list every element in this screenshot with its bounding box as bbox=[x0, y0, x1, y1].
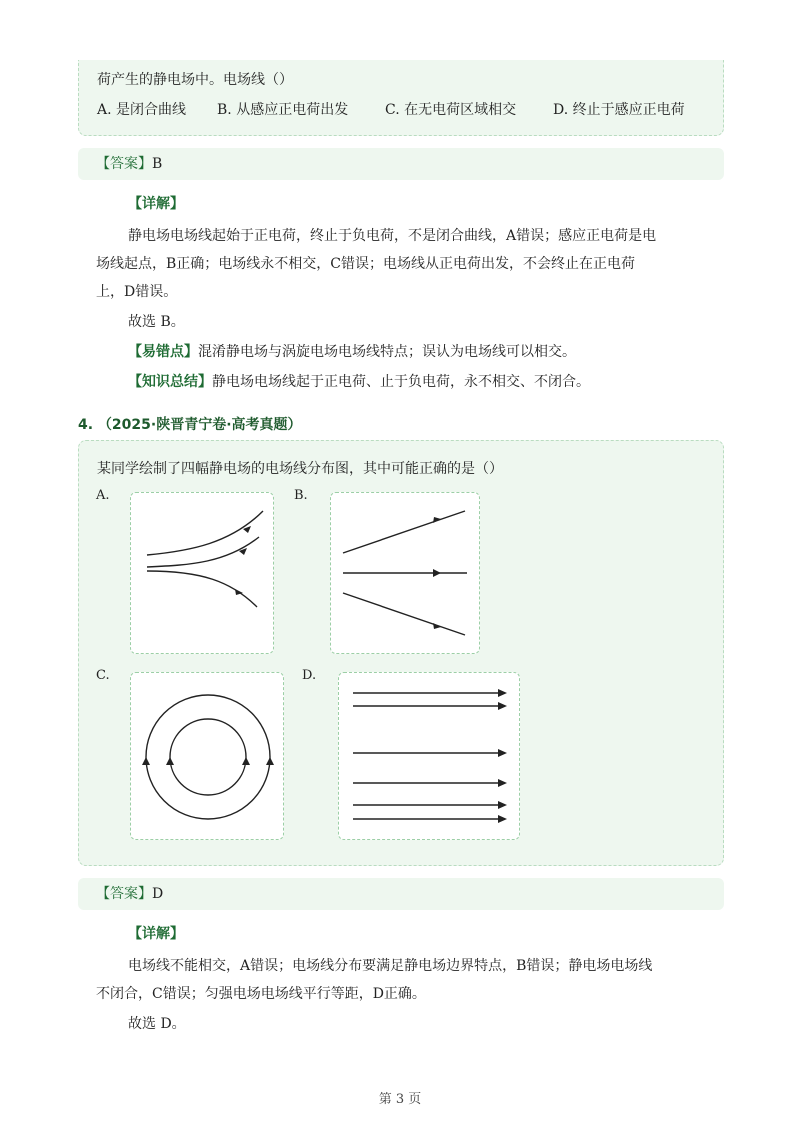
field-line-inner bbox=[170, 719, 246, 795]
figure-c bbox=[130, 672, 284, 840]
answer-value: D bbox=[152, 886, 164, 902]
question-3-option-b: B. 从感应正电荷出发 bbox=[217, 102, 349, 118]
arrow bbox=[498, 702, 507, 710]
arrow bbox=[498, 749, 507, 757]
question-3-option-a: A. 是闭合曲线 bbox=[97, 102, 187, 118]
answer-label: 【答案】 bbox=[96, 156, 152, 172]
field-line bbox=[147, 571, 257, 607]
choose-text: 故选 B。 bbox=[128, 314, 185, 330]
detail-line: 上，D错误。 bbox=[96, 284, 178, 300]
question-4-header: 4. （2025·陕晋青宁卷·高考真题） bbox=[78, 417, 302, 433]
arrow bbox=[242, 757, 250, 765]
figure-label-a: A. bbox=[96, 488, 110, 503]
arrow bbox=[498, 815, 507, 823]
question-4-answer-bar bbox=[78, 878, 724, 910]
figure-d bbox=[338, 672, 520, 840]
arrow bbox=[266, 757, 274, 765]
answer-value: B bbox=[152, 156, 163, 172]
question-3-option-d: D. 终止于感应正电荷 bbox=[553, 102, 685, 118]
detail-title: 【详解】 bbox=[128, 196, 184, 212]
question-3-stem-tail: 荷产生的静电场中。电场线（） bbox=[97, 72, 293, 88]
field-line bbox=[147, 511, 263, 555]
figure-d-field-lines bbox=[339, 673, 521, 841]
arrow bbox=[433, 569, 441, 577]
figure-b-field-lines bbox=[331, 493, 481, 655]
pitfall-label: 【易错点】 bbox=[128, 344, 198, 360]
field-line-outer bbox=[146, 695, 270, 819]
figure-label-b: B. bbox=[294, 488, 308, 503]
question-3-answer-bar bbox=[78, 148, 724, 180]
detail-line: 不闭合，C错误；匀强电场电场线平行等距，D正确。 bbox=[96, 986, 426, 1002]
question-3-box bbox=[78, 60, 724, 136]
figure-label-d: D. bbox=[302, 668, 317, 683]
figure-label-c: C. bbox=[96, 668, 110, 683]
pitfall-text: 混淆静电场与涡旋电场电场线特点；误认为电场线可以相交。 bbox=[198, 344, 576, 360]
detail-line: 电场线不能相交，A错误；电场线分布要满足静电场边界特点，B错误；静电场电场线 bbox=[128, 958, 653, 974]
field-line bbox=[147, 537, 259, 579]
answer-label: 【答案】 bbox=[96, 886, 152, 902]
figure-c-field-lines bbox=[131, 673, 285, 841]
detail-title: 【详解】 bbox=[128, 926, 184, 942]
arrow bbox=[142, 757, 150, 765]
figure-a bbox=[130, 492, 274, 654]
question-3-option-c: C. 在无电荷区域相交 bbox=[385, 102, 517, 118]
figure-a-field-lines bbox=[131, 493, 275, 655]
summary-label: 【知识总结】 bbox=[128, 374, 212, 390]
arrow bbox=[498, 801, 507, 809]
page-footer: 第 3 页 bbox=[378, 1092, 422, 1107]
arrow bbox=[498, 689, 507, 697]
arrow bbox=[498, 779, 507, 787]
detail-line: 场线起点，B正确；电场线永不相交，C错误；电场线从正电荷出发，不会终止在正电荷 bbox=[96, 256, 635, 272]
figure-b bbox=[330, 492, 480, 654]
field-line bbox=[343, 593, 465, 635]
detail-line: 静电场电场线起始于正电荷，终止于负电荷，不是闭合曲线，A错误；感应正电荷是电 bbox=[128, 228, 657, 244]
question-4-stem: 某同学绘制了四幅静电场的电场线分布图，其中可能正确的是（） bbox=[97, 461, 503, 477]
pitfall-line bbox=[128, 338, 576, 366]
summary-line bbox=[128, 368, 590, 396]
field-line bbox=[343, 511, 465, 553]
arrow bbox=[166, 757, 174, 765]
choose-text: 故选 D。 bbox=[128, 1016, 186, 1032]
summary-text: 静电场电场线起于正电荷、止于负电荷，永不相交、不闭合。 bbox=[212, 374, 590, 390]
